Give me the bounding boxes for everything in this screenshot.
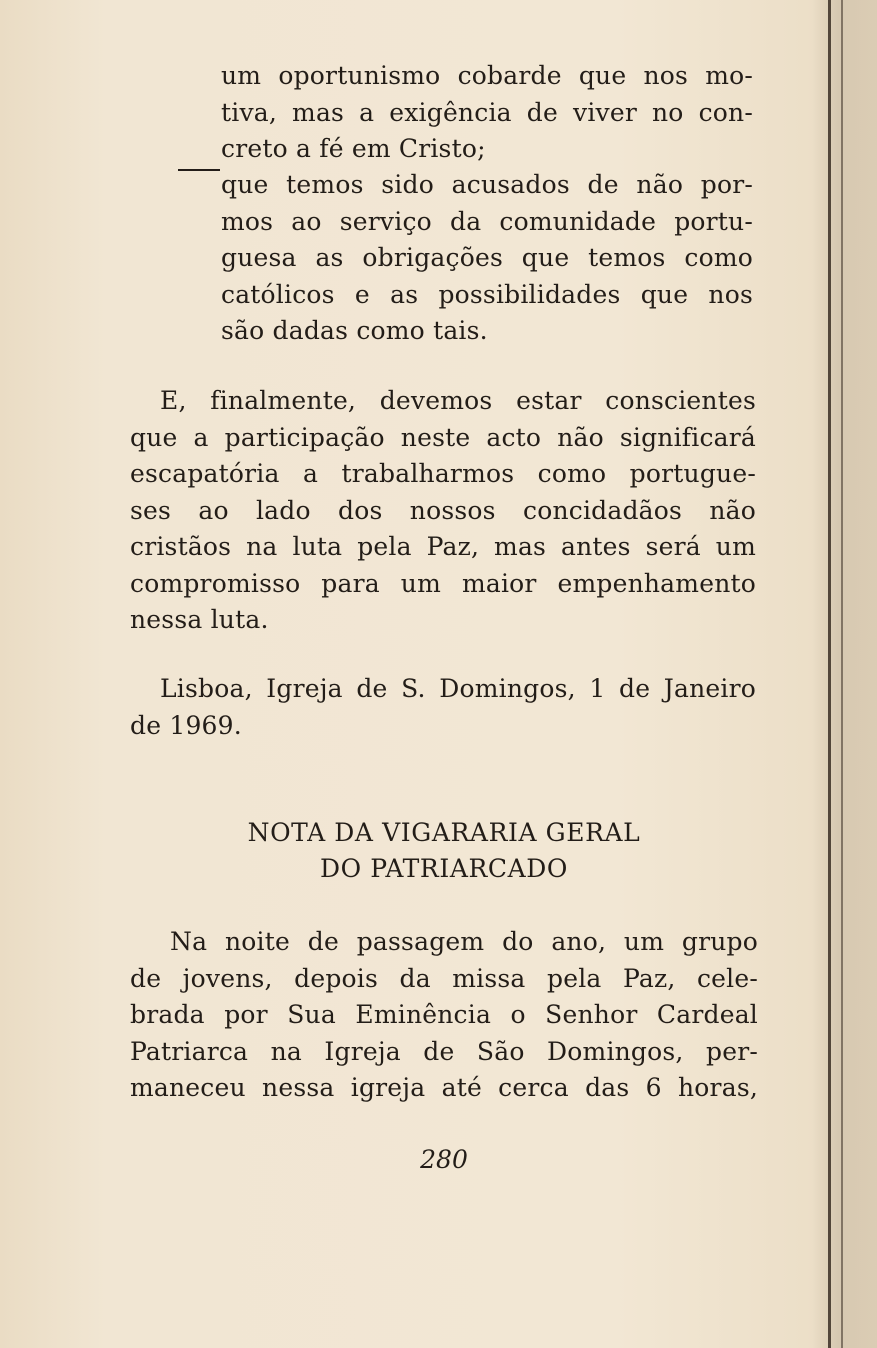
place-date [130,671,756,744]
paragraph-dash-item [221,167,753,350]
text-line: escapatória a trabalharmos como portugue- [130,459,756,488]
text-line: cristãos na luta pela Paz, mas antes será um [130,532,756,561]
text-line: Lisboa, Igreja de S. Domingos, 1 de Janeiro [160,674,756,703]
em-dash-marker [178,169,220,171]
text-line: de 1969. [130,710,242,740]
text-line: mos ao serviço da comunidade portu- [221,206,753,236]
paragraph-continuation [221,58,753,168]
text-line: guesa as obrigações que temos como [221,243,753,272]
gutter-edge-line-inner [841,0,843,1348]
page-number: 280 [420,1145,468,1174]
heading-line-1: NOTA DA VIGARARIA GERAL [247,818,641,847]
text-line: são dadas como tais. [221,316,488,345]
text-line: ses ao lado dos nossos concidadãos não [130,495,756,525]
text-line: Patriarca na Igreja de São Domingos, per- [130,1036,758,1066]
text-line: nessa luta. [130,605,269,634]
text-line: católicos e as possibilidades que nos [221,279,753,309]
gutter-shadow [812,0,877,1348]
text-line: E, finalmente, devemos estar conscientes [160,386,756,415]
text-line: creto a fé em Cristo; [221,134,486,163]
text-line: brada por Sua Eminência o Senhor Cardeal [130,1000,758,1029]
text-line: tiva, mas a exigência de viver no con- [221,97,753,127]
text-line: compromisso para um maior empenhamento [130,568,756,598]
gutter-edge-line [828,0,831,1348]
paragraph-finalmente [130,383,756,639]
text-line: que a participação neste acto não significará [130,422,756,452]
heading-line-2: DO PATRIARCADO [319,854,569,883]
text-line: maneceu nessa igreja até cerca das 6 horas, [130,1073,758,1102]
text-line: que temos sido acusados de não por- [221,170,753,199]
text-line: de jovens, depois da missa pela Paz, cele- [130,963,758,993]
text-line: Na noite de passagem do ano, um grupo [170,927,758,956]
text-line: um oportunismo cobarde que nos mo- [221,61,753,90]
paragraph-nota [130,924,758,1107]
section-heading [130,815,758,887]
